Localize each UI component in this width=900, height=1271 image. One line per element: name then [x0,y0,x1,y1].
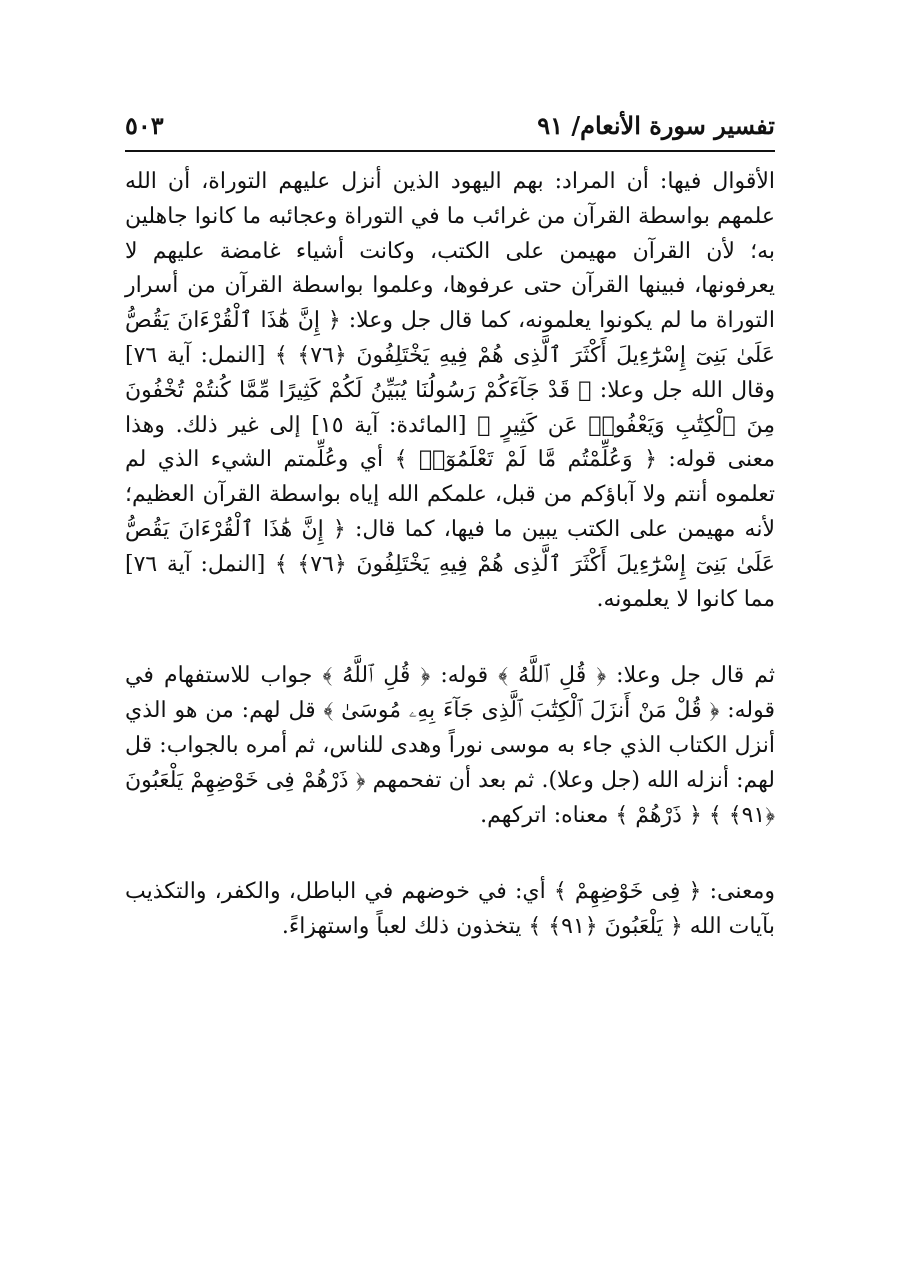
paragraph-text: الأقوال فيها: أن المراد: بهم اليهود الذين أنزل عليهم التوراة، أن الله علمهم بواسطة القرآن من غرائب ما في التوراة وعجائبه ما كانوا جاهلين به؛ لأن القرآن مهيمن على الكتب، وكانت أشياء غامضة عليهم لا يعرفونها، فبينها القرآن حتى عرفوها، وعلموا بواسطة القرآن من أسرار التوراة ما لم يكونوا يعلمونه، كما قال جل وعلا: ﴿ إِنَّ هَٰذَا ٱلْقُرْءَانَ يَقُصُّ عَلَىٰ بَنِىٓ إِسْرَٰٓءِيلَ أَكْثَرَ ٱلَّذِى هُمْ فِيهِ يَخْتَلِفُونَ ﴿٧٦﴾ ﴾ [النمل: آية ٧٦] وقال الله جل وعلا: ﴿ قَدْ جَآءَكُمْ رَسُولُنَا يُبَيِّنُ لَكُمْ كَثِيرًا مِّمَّا كُنتُمْ تُخْفُونَ مِنَ ٱلْكِتَٰبِ وَيَعْفُوا۟ عَن كَثِيرٍ ﴾ [المائدة: آية ١٥] إلى غير ذلك. وهذا معنى قوله: ﴿ وَعُلِّمْتُم مَّا لَمْ تَعْلَمُوٓا۟ ﴾ أي وعُلِّمتم الشيء الذي لم تعلموه أنتم ولا آباؤكم من قبل، علمكم الله إياه بواسطة القرآن العظيم؛ لأنه مهيمن على الكتب يبين ما فيها، كما قال: ﴿ إِنَّ هَٰذَا ٱلْقُرْءَانَ يَقُصُّ عَلَىٰ بَنِىٓ إِسْرَٰٓءِيلَ أَكْثَرَ ٱلَّذِى هُمْ فِيهِ يَخْتَلِفُونَ ﴿٧٦﴾ ﴾ [النمل: آية ٧٦] مما كانوا لا يعلمونه. [125,169,775,612]
paragraph-text: ومعنى: ﴿ فِى خَوْضِهِمْ ﴾ أي: في خوضهم في الباطل، والكفر، والتكذيب بآيات الله ﴿ يَلْعَبُونَ ﴿٩١﴾ ﴾ يتخذون ذلك لعباً واستهزاءً. [125,879,775,940]
header-rule [125,150,775,152]
paragraph-1 [125,165,775,617]
paragraph-2 [125,659,775,833]
paragraph-3 [125,875,775,945]
page-body [125,165,775,945]
paragraph-text: ثم قال جل وعلا: ﴿ قُلِ ٱللَّهُ ﴾ قوله: ﴿ قُلِ ٱللَّهُ ﴾ جواب للاستفهام في قوله: ﴿ قُلْ مَنْ أَنزَلَ ٱلْكِتَٰبَ ٱلَّذِى جَآءَ بِهِۦ مُوسَىٰ ﴾ قل لهم: من هو الذي أنزل الكتاب الذي جاء به موسى نوراً وهدى للناس، ثم أمره بالجواب: قل لهم: أنزله الله (جل وعلا). ثم بعد أن تفحمهم ﴿ ذَرْهُمْ فِى خَوْضِهِمْ يَلْعَبُونَ ﴿٩١﴾ ﴾ ﴿ ذَرْهُمْ ﴾ معناه: اتركهم. [125,663,775,828]
running-title: تفسير سورة الأنعام/ ٩١ [537,111,775,140]
page-number: ٥٠٣ [125,111,164,140]
page-header [125,100,775,140]
